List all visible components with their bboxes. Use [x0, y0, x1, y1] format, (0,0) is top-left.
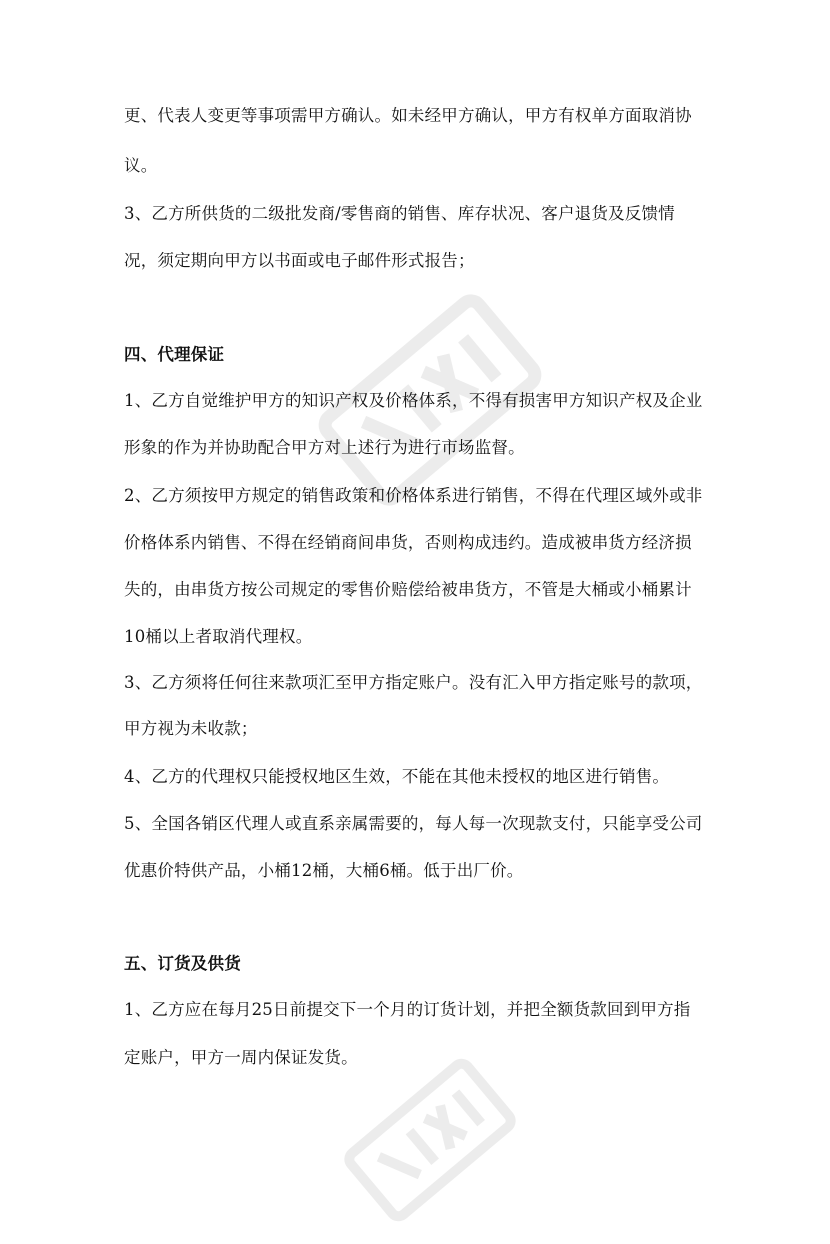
- paragraph-line: 1、乙方自觉维护甲方的知识产权及价格体系，不得有损害甲方知识产权及企业: [124, 391, 703, 410]
- paragraph-line: 3、乙方所供货的二级批发商/零售商的销售、库存状况、客户退货及反馈情: [124, 204, 675, 223]
- paragraph-line: 更、代表人变更等事项需甲方确认。如未经甲方确认，甲方有权单方面取消协: [124, 106, 692, 125]
- paragraph-line: 1、乙方应在每月25日前提交下一个月的订货计划，并把全额货款回到甲方指: [124, 1000, 691, 1019]
- paragraph-line: 价格体系内销售、不得在经销商间串货，否则构成违约。造成被串货方经济损: [124, 533, 692, 552]
- section-heading: 五、订货及供货: [124, 954, 241, 973]
- paragraph-line: 定账户，甲方一周内保证发货。: [124, 1048, 358, 1067]
- paragraph-line: 况，须定期向甲方以书面或电子邮件形式报告；: [124, 251, 475, 270]
- paragraph-line: 形象的作为并协助配合甲方对上述行为进行市场监督。: [124, 438, 525, 457]
- paragraph-line: 5、全国各销区代理人或直系亲属需要的，每人每一次现款支付，只能享受公司: [124, 814, 703, 833]
- paragraph-line: 优惠价特供产品，小桶12桶，大桶6桶。低于出厂价。: [124, 861, 524, 880]
- paragraph-line: 失的，由串货方按公司规定的零售价赔偿给被串货方，不管是大桶或小桶累计: [124, 580, 692, 599]
- paragraph-line: 2、乙方须按甲方规定的销售政策和价格体系进行销售，不得在代理区域外或非: [124, 486, 703, 505]
- paragraph-line: 3、乙方须将任何往来款项汇至甲方指定账户。没有汇入甲方指定账号的款项，: [124, 673, 703, 692]
- paragraph-line: 10桶以上者取消代理权。: [124, 627, 313, 646]
- paragraph-line: 议。: [124, 156, 158, 175]
- paragraph-line: 4、乙方的代理权只能授权地区生效，不能在其他未授权的地区进行销售。: [124, 767, 670, 786]
- watermark-icon: [330, 1040, 530, 1240]
- paragraph-line: 甲方视为未收款；: [124, 719, 258, 738]
- section-heading: 四、代理保证: [124, 345, 225, 364]
